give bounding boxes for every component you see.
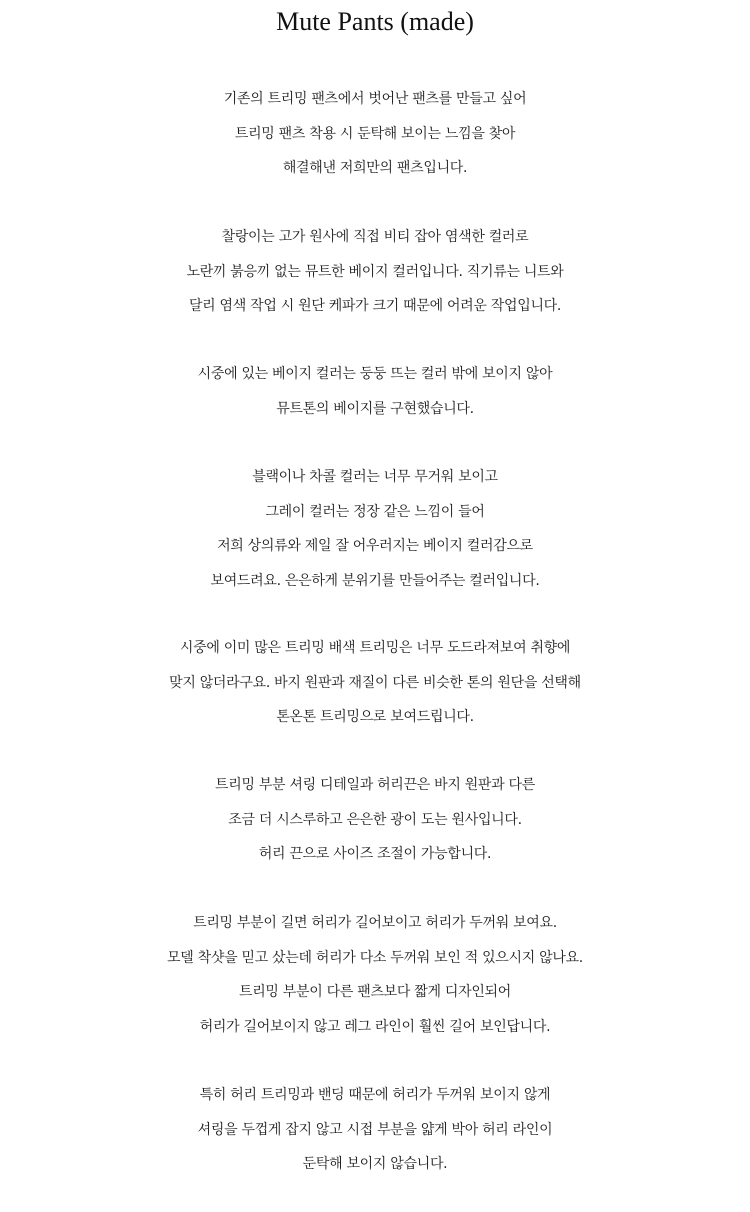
text-line: 톤온톤 트리밍으로 보여드립니다. xyxy=(276,709,474,725)
text-line: 노란끼 붉응끼 없는 뮤트한 베이지 컬러입니다. 직기류는 니트와 xyxy=(186,263,564,280)
text-line: 그레이 컬러는 정장 같은 느낌이 들어 xyxy=(265,503,485,520)
text-line: 트리밍 부분 셔링 디테일과 허리끈은 바지 원판과 다른 xyxy=(215,777,535,793)
paragraph-alternatives xyxy=(0,460,750,598)
text-line: 트리밍 팬츠 착용 시 둔탁해 보이는 느낌을 찾아 xyxy=(234,125,516,142)
text-line: 트리밍 부분이 길면 허리가 길어보이고 허리가 두꺼워 보여요. xyxy=(193,915,557,931)
paragraph-shirring xyxy=(0,768,750,872)
paragraph-beige xyxy=(0,357,750,426)
text-line: 둔탁해 보이지 않습니다. xyxy=(302,1156,448,1172)
text-line: 허리 끈으로 사이즈 조절이 가능합니다. xyxy=(258,846,492,862)
text-line: 셔링을 두껍게 잡지 않고 시접 부분을 얇게 박아 허리 라인이 xyxy=(197,1121,553,1138)
text-line: 해결해낸 저희만의 팬츠입니다. xyxy=(282,160,468,176)
text-line: 맞지 않더라구요. 바지 원판과 재질이 다른 비슷한 톤의 원단을 선택해 xyxy=(169,674,581,691)
text-line: 뮤트톤의 베이지를 구현했습니다. xyxy=(276,400,474,417)
text-line: 기존의 트리밍 팬츠에서 벗어난 팬츠를 만들고 싶어 xyxy=(223,91,527,107)
text-line: 시중에 이미 많은 트리밍 배색 트리밍은 너무 도드라져보여 취향에 xyxy=(179,640,571,656)
text-line: 저희 상의류와 제일 잘 어우러지는 베이지 컬러감으로 xyxy=(217,538,533,554)
paragraph-trimming xyxy=(0,631,750,735)
text-line: 보여드려요. 은은하게 분위기를 만들어주는 컬러입니다. xyxy=(210,572,540,589)
text-line: 허리가 길어보이지 않고 레그 라인이 훨씬 길어 보인답니다. xyxy=(199,1018,551,1035)
text-line: 트리밍 부분이 다른 팬츠보다 짧게 디자인되어 xyxy=(238,984,511,1000)
text-line: 달리 염색 작업 시 원단 케파가 크기 때문에 어려운 작업입니다. xyxy=(188,298,562,314)
text-line: 찰랑이는 고가 원사에 직접 비티 잡아 염색한 컬러로 xyxy=(221,229,529,245)
text-line: 시중에 있는 베이지 컬러는 둥둥 뜨는 컬러 밖에 보이지 않아 xyxy=(197,366,553,382)
paragraph-waist xyxy=(0,906,750,1044)
page-title: Mute Pants (made) xyxy=(276,7,474,36)
text-line: 조금 더 시스루하고 은은한 광이 도는 원사입니다. xyxy=(228,811,522,828)
text-line: 모델 착샷을 믿고 샀는데 허리가 다소 두꺼워 보인 적 있으시지 않나요. xyxy=(167,949,583,966)
paragraph-banding xyxy=(0,1078,750,1182)
text-line: 블랙이나 차콜 컬러는 너무 무거워 보이고 xyxy=(252,469,498,485)
text-line: 특히 허리 트리밍과 밴딩 때문에 허리가 두꺼워 보이지 않게 xyxy=(199,1087,551,1103)
paragraph-intro xyxy=(0,82,750,186)
paragraph-color xyxy=(0,220,750,324)
